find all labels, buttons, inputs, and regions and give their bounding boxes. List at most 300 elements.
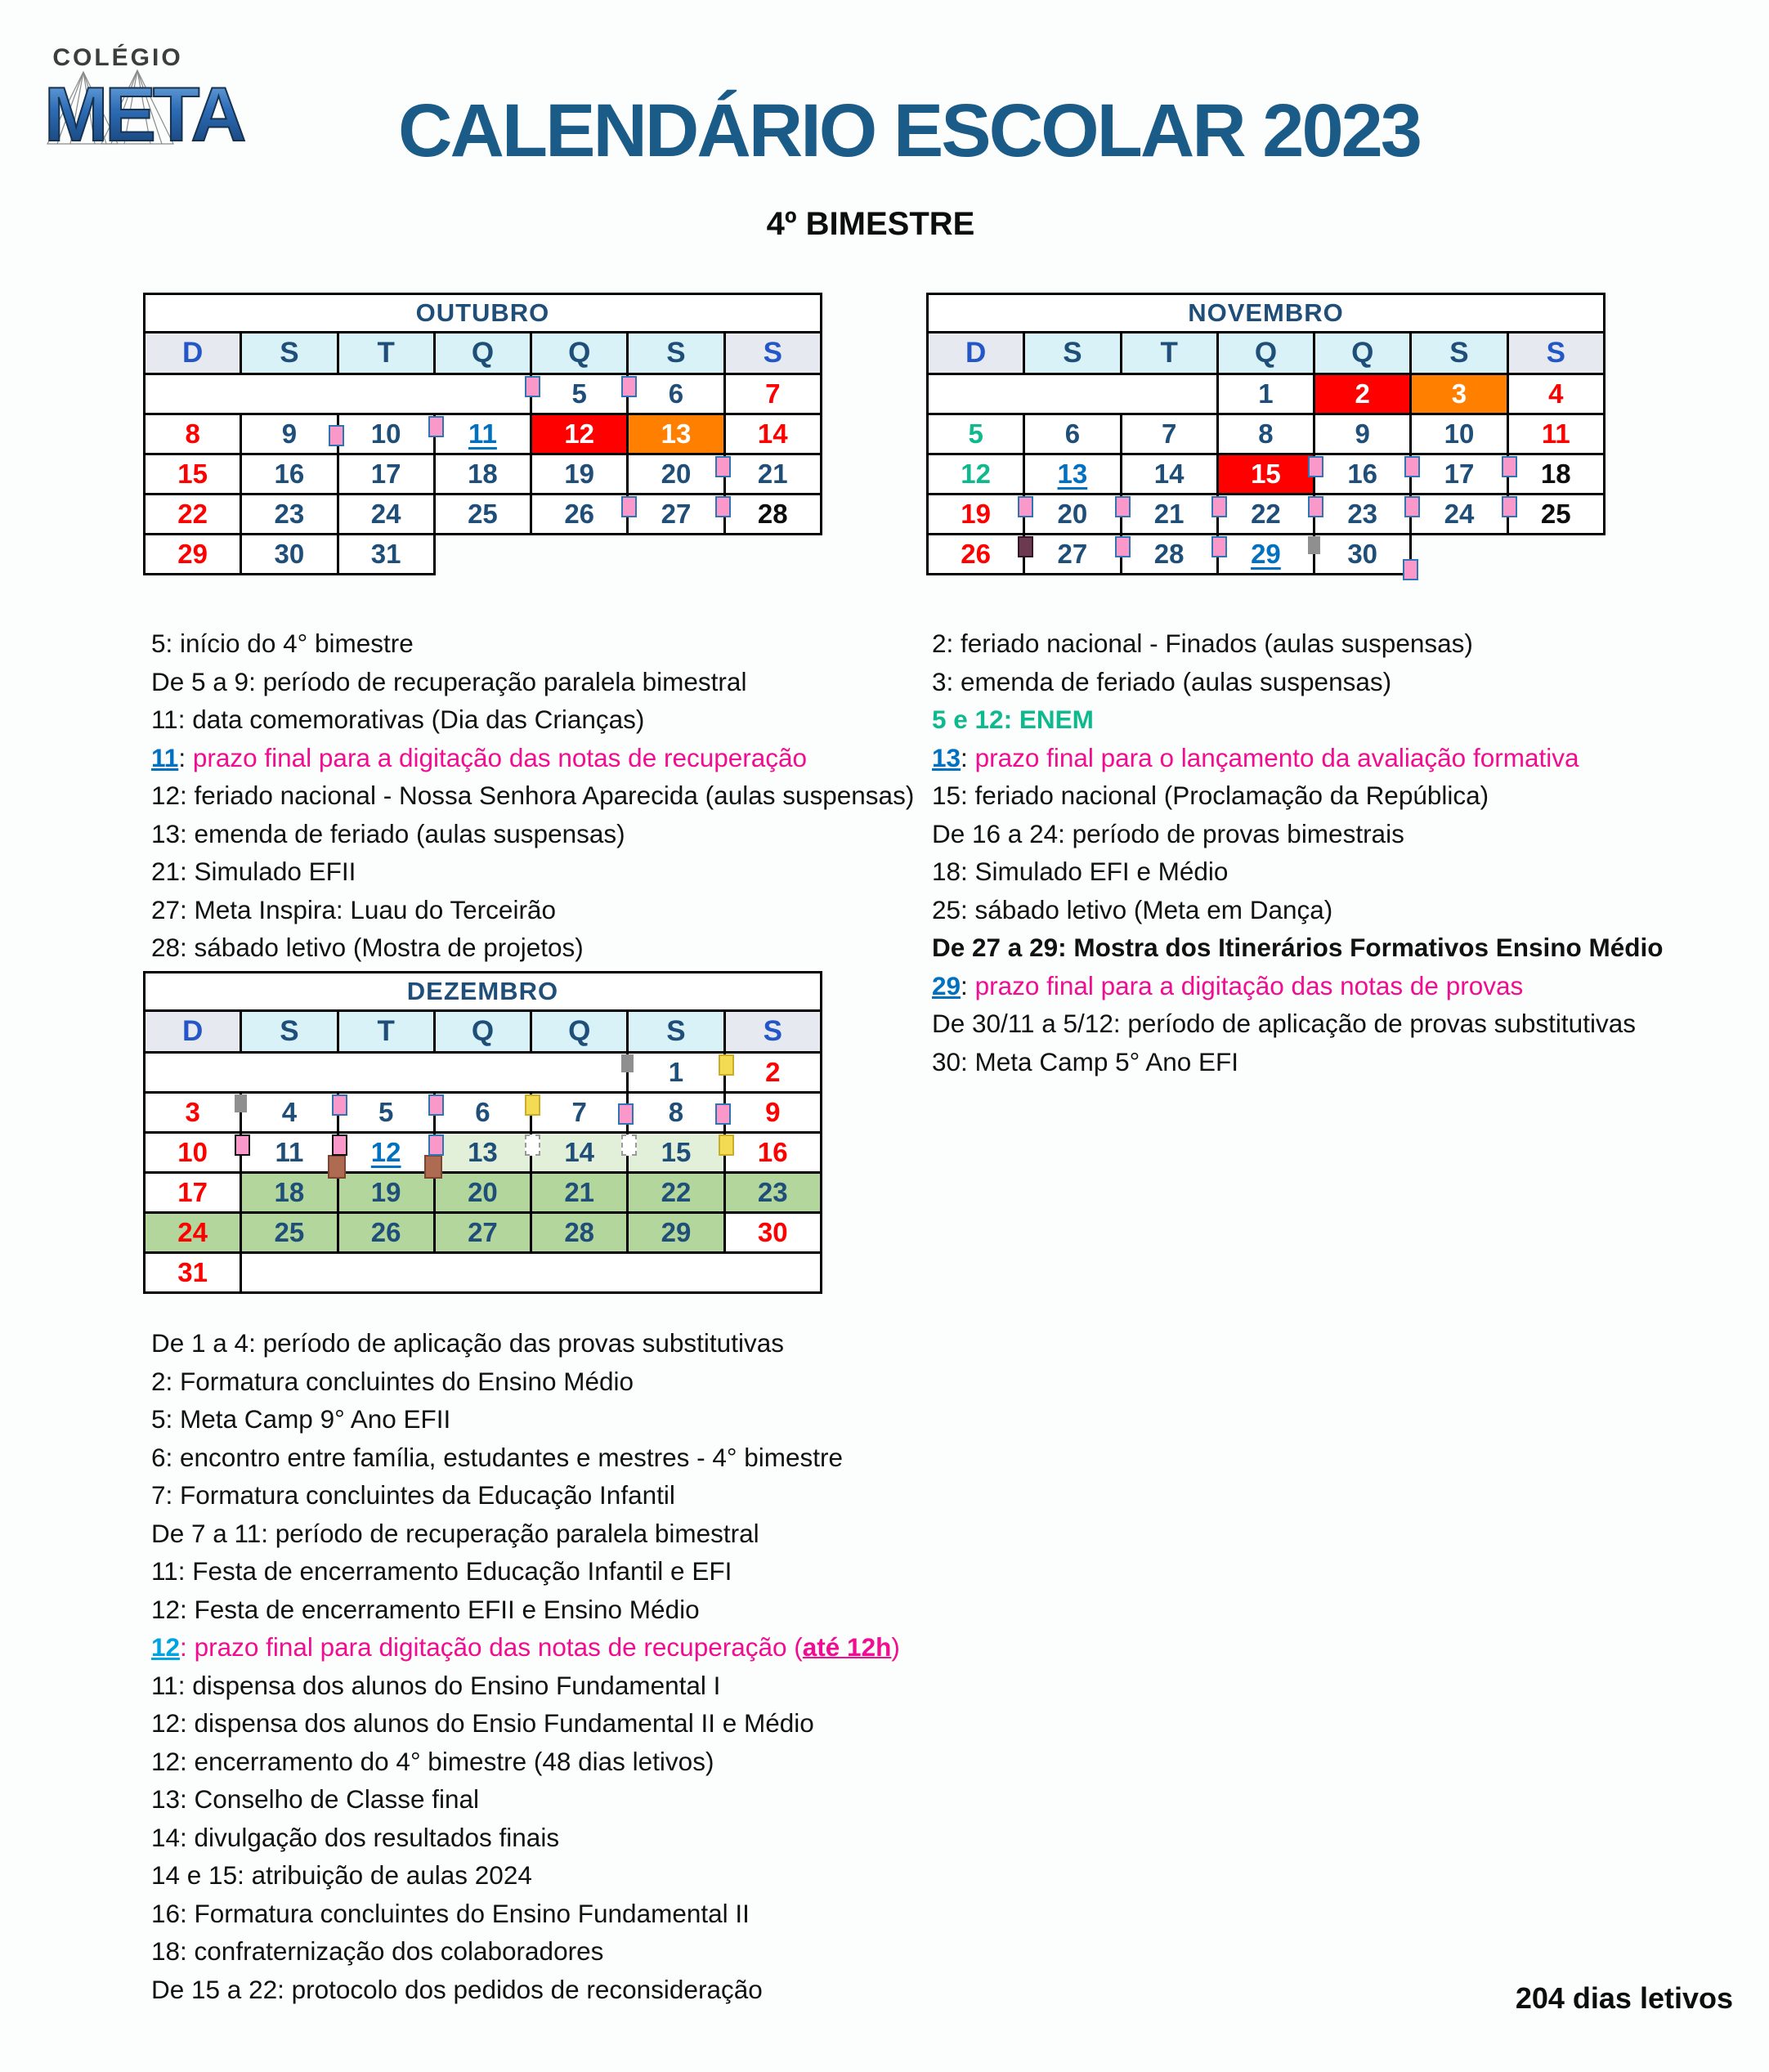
day-header-S: S (1507, 333, 1604, 374)
day-number: 2 (765, 1057, 781, 1087)
event-line (151, 1591, 900, 1629)
day-number: 14 (1153, 459, 1185, 489)
day-number: 5 (378, 1097, 394, 1127)
events-novembro (932, 624, 1663, 1081)
brown-note-marker-icon (328, 1155, 346, 1179)
day-number: 26 (370, 1217, 401, 1247)
day-number: 31 (177, 1257, 208, 1287)
day-header-T: T (1121, 333, 1217, 374)
event-text-segment: De 7 a 11: período de recuperação paralela bimestral (151, 1518, 759, 1548)
day-number: 26 (564, 499, 595, 529)
day-cell-dezembro-19 (338, 1173, 434, 1213)
day-number: 28 (757, 499, 788, 529)
day-number: 11 (275, 1137, 304, 1167)
day-number: 15 (1251, 459, 1281, 489)
day-cell-novembro-12 (928, 454, 1024, 495)
day-number: 30 (1347, 539, 1378, 569)
day-number: 25 (274, 1217, 305, 1247)
calendar-outubro (143, 293, 822, 575)
day-number: 7 (571, 1097, 587, 1127)
event-line (151, 624, 914, 663)
event-text-segment: 5 e 12: ENEM (932, 705, 1094, 734)
day-cell-dezembro-7 (531, 1093, 628, 1133)
day-cell-novembro-7 (1121, 414, 1217, 454)
month-table (143, 293, 822, 575)
day-number: 10 (177, 1137, 208, 1167)
day-cell-dezembro-23 (724, 1173, 821, 1213)
brown-note-marker-icon (424, 1155, 442, 1179)
day-number: 18 (274, 1177, 305, 1207)
day-cell-novembro-6 (1024, 414, 1121, 454)
day-number: 9 (765, 1097, 781, 1127)
event-text-segment: 30: Meta Camp 5° Ano EFI (932, 1046, 1239, 1076)
event-text-segment: 3: emenda de feriado (aulas suspensas) (932, 666, 1392, 696)
day-number: 9 (281, 418, 298, 449)
day-cell-outubro-21 (724, 454, 821, 495)
day-cell-novembro-26 (928, 535, 1024, 575)
pink-note-marker-icon (618, 1103, 634, 1125)
yellow-note-marker-icon (525, 1094, 540, 1116)
day-cell-novembro-16 (1314, 454, 1411, 495)
day-number: 12 (370, 1137, 401, 1167)
event-text-segment: 27: Meta Inspira: Luau do Terceirão (151, 894, 556, 924)
day-cell-outubro-27 (628, 495, 724, 535)
day-header-Q: Q (1217, 333, 1314, 374)
pink-note-marker-icon (1404, 496, 1420, 517)
day-cell-dezembro-29 (628, 1213, 724, 1253)
day-cell-novembro-11 (1507, 414, 1604, 454)
event-line (151, 1932, 900, 1971)
day-number: 1 (668, 1057, 684, 1087)
day-cell-dezembro-27 (434, 1213, 531, 1253)
day-number: 10 (370, 418, 401, 449)
day-number: 17 (177, 1177, 208, 1207)
day-number: 27 (468, 1217, 498, 1247)
day-header-T: T (338, 333, 434, 374)
event-text-segment: 15: feriado nacional (Proclamação da República) (932, 781, 1489, 810)
event-line (932, 1043, 1663, 1081)
event-line (151, 1704, 900, 1743)
day-cell-dezembro-4 (241, 1093, 338, 1133)
event-line (151, 1895, 900, 1933)
day-number: 15 (661, 1137, 692, 1167)
day-cell-dezembro-18 (241, 1173, 338, 1213)
day-cell-outubro-31 (338, 535, 434, 575)
day-number: 23 (1347, 499, 1378, 529)
empty-open-area (1411, 535, 1605, 575)
day-number: 16 (1347, 459, 1378, 489)
empty-merged-cell (241, 1253, 822, 1293)
logo-line2: META (44, 71, 244, 157)
day-number: 13 (468, 1137, 498, 1167)
pink-note-marker-icon (621, 376, 637, 397)
day-cell-dezembro-25 (241, 1213, 338, 1253)
day-number: 16 (757, 1137, 788, 1167)
event-text-segment: 14: divulgação dos resultados finais (151, 1822, 560, 1852)
day-cell-novembro-22 (1217, 495, 1314, 535)
event-text-segment: 12: Festa de encerramento EFII e Ensino Médio (151, 1594, 700, 1624)
pink-note-marker-icon (715, 496, 731, 517)
event-text-segment: ) (891, 1632, 900, 1662)
event-text-segment: De 5 a 9: período de recuperação paralela bimestral (151, 666, 747, 696)
event-text-segment: De 30/11 a 5/12: período de aplicação de provas substitutivas (932, 1009, 1636, 1038)
day-cell-dezembro-11 (241, 1133, 338, 1173)
month-title: OUTUBRO (145, 294, 822, 333)
day-number: 1 (1258, 378, 1274, 409)
day-number: 3 (1451, 378, 1467, 409)
day-number: 8 (1258, 418, 1274, 449)
day-cell-dezembro-14 (531, 1133, 628, 1173)
event-text-segment: 29 (932, 970, 961, 1000)
event-text-segment: 12: encerramento do 4° bimestre (48 dias letivos) (151, 1746, 714, 1776)
day-number: 8 (668, 1097, 684, 1127)
event-text-segment: prazo final para o lançamento da avaliação formativa (974, 742, 1579, 772)
day-cell-outubro-25 (434, 495, 531, 535)
event-line (932, 776, 1663, 815)
day-cell-dezembro-1 (628, 1053, 724, 1093)
event-line (151, 1971, 900, 2009)
pink-note-marker-icon (332, 1094, 347, 1116)
day-cell-outubro-18 (434, 454, 531, 495)
dash-note-marker-icon (525, 1134, 540, 1156)
pink-note-marker-icon (715, 456, 731, 477)
day-cell-novembro-23 (1314, 495, 1411, 535)
day-cell-novembro-1 (1217, 374, 1314, 414)
day-header-S: S (724, 333, 821, 374)
day-number: 19 (961, 499, 991, 529)
month-title: NOVEMBRO (928, 294, 1605, 333)
day-number: 7 (1161, 418, 1177, 449)
day-cell-novembro-18 (1507, 454, 1604, 495)
event-line (932, 853, 1663, 891)
pink-note-marker-icon (428, 416, 444, 437)
day-header-S: S (241, 333, 338, 374)
day-cell-outubro-29 (145, 535, 241, 575)
page-title: CALENDÁRIO ESCOLAR 2023 (398, 89, 1420, 172)
event-text-segment: 14 e 15: atribuição de aulas 2024 (151, 1860, 532, 1890)
day-number: 6 (1064, 418, 1081, 449)
day-cell-novembro-21 (1121, 495, 1217, 535)
pink-note-marker-icon (1502, 496, 1517, 517)
calendar-novembro (926, 293, 1606, 575)
event-text-segment: 11 (151, 742, 179, 772)
day-cell-dezembro-2 (724, 1053, 821, 1093)
day-cell-novembro-17 (1411, 454, 1507, 495)
day-cell-novembro-10 (1411, 414, 1507, 454)
day-header-S: S (241, 1011, 338, 1053)
day-number: 9 (1355, 418, 1370, 449)
day-header-S: S (628, 333, 724, 374)
event-line (151, 1439, 900, 1477)
event-text-segment: 11: dispensa dos alunos do Ensino Fundamental I (151, 1670, 721, 1700)
day-cell-dezembro-8 (628, 1093, 724, 1133)
day-cell-novembro-28 (1121, 535, 1217, 575)
page-subtitle: 4º BIMESTRE (766, 206, 975, 242)
day-header-Q: Q (1314, 333, 1411, 374)
event-line (151, 663, 914, 701)
empty-open-area (434, 535, 821, 575)
day-cell-outubro-22 (145, 495, 241, 535)
day-number: 23 (274, 499, 305, 529)
day-number: 18 (468, 459, 498, 489)
day-cell-dezembro-5 (338, 1093, 434, 1133)
day-number: 11 (468, 418, 497, 449)
event-line (932, 967, 1663, 1005)
day-number: 5 (968, 418, 983, 449)
day-cell-dezembro-3 (145, 1093, 241, 1133)
day-cell-novembro-8 (1217, 414, 1314, 454)
day-cell-novembro-4 (1507, 374, 1604, 414)
logo-line1: COLÉGIO (52, 44, 183, 71)
day-number: 19 (370, 1177, 401, 1207)
event-line (151, 1363, 900, 1401)
day-number: 4 (281, 1097, 298, 1127)
day-cell-dezembro-24 (145, 1213, 241, 1253)
day-cell-novembro-5 (928, 414, 1024, 454)
event-line (151, 891, 914, 929)
day-number: 11 (1541, 418, 1570, 449)
day-number: 29 (1251, 539, 1281, 569)
event-line (151, 1628, 900, 1667)
maroon-note-marker-icon (1018, 536, 1033, 557)
event-line (151, 1856, 900, 1895)
day-cell-dezembro-15 (628, 1133, 724, 1173)
day-number: 22 (661, 1177, 692, 1207)
event-line (932, 815, 1663, 853)
day-number: 24 (370, 499, 401, 529)
day-cell-novembro-14 (1121, 454, 1217, 495)
day-number: 30 (274, 539, 305, 569)
day-cell-dezembro-9 (724, 1093, 821, 1133)
day-cell-dezembro-12 (338, 1133, 434, 1173)
event-line (932, 739, 1663, 777)
event-line (151, 1667, 900, 1705)
event-text-segment: : (961, 742, 975, 772)
yellow-note-marker-icon (719, 1054, 734, 1076)
day-cell-outubro-30 (241, 535, 338, 575)
event-line (151, 1324, 900, 1363)
day-number: 17 (1444, 459, 1475, 489)
event-line (151, 853, 914, 891)
day-number: 28 (1153, 539, 1185, 569)
event-line (932, 663, 1663, 701)
event-line (151, 1743, 900, 1781)
day-header-D: D (928, 333, 1024, 374)
event-line (932, 624, 1663, 663)
day-cell-dezembro-31 (145, 1253, 241, 1293)
event-text-segment: 13: emenda de feriado (aulas suspensas) (151, 818, 625, 848)
pinkblack-note-marker-icon (235, 1134, 250, 1156)
event-text-segment: 11: Festa de encerramento Educação Infantil e EFI (151, 1556, 732, 1586)
day-cell-dezembro-20 (434, 1173, 531, 1213)
day-cell-novembro-25 (1507, 495, 1604, 535)
event-text-segment: 5: início do 4° bimestre (151, 629, 414, 658)
event-line (151, 1400, 900, 1439)
pink-note-marker-icon (1115, 536, 1131, 557)
day-number: 6 (668, 378, 684, 409)
day-header-D: D (145, 333, 241, 374)
day-number: 3 (185, 1097, 200, 1127)
day-cell-outubro-19 (531, 454, 628, 495)
yellow-note-marker-icon (719, 1134, 734, 1156)
day-cell-novembro-3 (1411, 374, 1507, 414)
day-cell-outubro-5 (531, 374, 628, 414)
day-cell-outubro-14 (724, 414, 821, 454)
day-cell-dezembro-26 (338, 1213, 434, 1253)
event-line (151, 1515, 900, 1553)
day-number: 12 (961, 459, 991, 489)
day-cell-dezembro-13 (434, 1133, 531, 1173)
event-text-segment: 6: encontro entre família, estudantes e mestres - 4° bimestre (151, 1442, 843, 1472)
event-text-segment: 7: Formatura concluintes da Educação Infantil (151, 1480, 675, 1510)
event-text-segment: 11: data comemorativas (Dia das Crianças) (151, 705, 645, 734)
event-text-segment: 12: feriado nacional - Nossa Senhora Aparecida (aulas suspensas) (151, 781, 915, 810)
event-text-segment: 25: sábado letivo (Meta em Dança) (932, 894, 1333, 924)
day-number: 20 (1057, 499, 1088, 529)
event-text-segment: prazo final para digitação das notas de recuperação ( (194, 1632, 803, 1662)
day-number: 20 (661, 459, 692, 489)
day-number: 18 (1540, 459, 1571, 489)
day-number: 16 (274, 459, 305, 489)
pink-note-marker-icon (428, 1134, 444, 1156)
event-text-segment: 18: Simulado EFI e Médio (932, 857, 1229, 886)
day-cell-outubro-7 (724, 374, 821, 414)
event-line (151, 1819, 900, 1857)
event-text-segment: : (178, 742, 193, 772)
day-cell-novembro-9 (1314, 414, 1411, 454)
event-line (151, 929, 914, 967)
event-text-segment: 2: feriado nacional - Finados (aulas suspensas) (932, 629, 1473, 658)
day-cell-dezembro-6 (434, 1093, 531, 1133)
gray-note-marker-icon (1308, 536, 1320, 554)
day-cell-outubro-20 (628, 454, 724, 495)
day-number: 17 (370, 459, 401, 489)
day-header-Q: Q (434, 1011, 531, 1053)
day-cell-outubro-28 (724, 495, 821, 535)
pink-note-marker-icon (621, 496, 637, 517)
event-text-segment: De 15 a 22: protocolo dos pedidos de reconsideração (151, 1974, 763, 2004)
day-cell-novembro-13 (1024, 454, 1121, 495)
day-header-S: S (1411, 333, 1507, 374)
event-line (151, 1476, 900, 1515)
day-number: 29 (661, 1217, 692, 1247)
event-text-segment: 13: Conselho de Classe final (151, 1784, 479, 1814)
event-line (151, 700, 914, 739)
month-table (143, 971, 822, 1294)
day-cell-outubro-15 (145, 454, 241, 495)
day-cell-outubro-9 (241, 414, 338, 454)
day-number: 22 (177, 499, 208, 529)
day-header-Q: Q (531, 1011, 628, 1053)
day-cell-outubro-12 (531, 414, 628, 454)
day-cell-dezembro-21 (531, 1173, 628, 1213)
day-number: 8 (185, 418, 200, 449)
event-text-segment: 18: confraternização dos colaboradores (151, 1936, 604, 1966)
gray-note-marker-icon (235, 1094, 247, 1112)
pink-note-marker-icon (1403, 559, 1418, 580)
day-number: 20 (468, 1177, 498, 1207)
events-dezembro (151, 1324, 900, 2008)
pink-note-marker-icon (1211, 496, 1227, 517)
month-table (926, 293, 1606, 575)
event-line (151, 1552, 900, 1591)
day-number: 5 (571, 378, 587, 409)
day-number: 29 (177, 539, 208, 569)
day-number: 25 (1540, 499, 1571, 529)
event-text-segment: 12 (151, 1632, 181, 1662)
month-title: DEZEMBRO (145, 973, 822, 1011)
day-number: 24 (177, 1217, 208, 1247)
day-cell-outubro-16 (241, 454, 338, 495)
event-line (151, 1780, 900, 1819)
pink-note-marker-icon (1115, 496, 1131, 517)
event-text-segment: até 12h (802, 1632, 892, 1662)
day-header-S: S (628, 1011, 724, 1053)
pink-note-marker-icon (1211, 536, 1227, 557)
day-cell-novembro-2 (1314, 374, 1411, 414)
day-cell-novembro-30 (1314, 535, 1411, 575)
day-cell-outubro-6 (628, 374, 724, 414)
colegio-meta-logo (43, 36, 263, 167)
day-cell-novembro-27 (1024, 535, 1121, 575)
day-cell-outubro-8 (145, 414, 241, 454)
event-text-segment: prazo final para a digitação das notas de provas (974, 970, 1524, 1000)
event-text-segment: 5: Meta Camp 9° Ano EFII (151, 1404, 451, 1434)
day-number: 13 (1057, 459, 1088, 489)
event-line (932, 891, 1663, 929)
day-cell-novembro-24 (1411, 495, 1507, 535)
day-number: 30 (757, 1217, 788, 1247)
day-cell-outubro-11 (434, 414, 531, 454)
pink-note-marker-icon (715, 1103, 731, 1125)
day-cell-outubro-24 (338, 495, 434, 535)
pink-note-marker-icon (1308, 496, 1323, 517)
day-number: 23 (757, 1177, 788, 1207)
event-text-segment: 12: dispensa dos alunos do Ensio Fundamental II e Médio (151, 1708, 814, 1738)
day-number: 24 (1444, 499, 1475, 529)
day-number: 10 (1444, 418, 1475, 449)
day-number: 22 (1251, 499, 1281, 529)
event-line (151, 776, 914, 815)
day-number: 14 (757, 418, 788, 449)
day-cell-dezembro-17 (145, 1173, 241, 1213)
pink-note-marker-icon (1502, 456, 1517, 477)
day-number: 15 (177, 459, 208, 489)
events-outubro (151, 624, 914, 967)
day-number: 27 (661, 499, 692, 529)
day-number: 21 (1153, 499, 1185, 529)
event-text-segment: De 16 a 24: período de provas bimestrais (932, 818, 1404, 848)
day-header-Q: Q (434, 333, 531, 374)
day-cell-novembro-15 (1217, 454, 1314, 495)
day-cell-outubro-13 (628, 414, 724, 454)
day-number: 21 (757, 459, 788, 489)
pinkblack-note-marker-icon (332, 1134, 347, 1156)
day-number: 6 (475, 1097, 490, 1127)
event-text-segment: 21: Simulado EFII (151, 857, 356, 886)
day-header-Q: Q (531, 333, 628, 374)
event-text-segment: De 1 a 4: período de aplicação das provas substitutivas (151, 1328, 784, 1358)
event-line (932, 700, 1663, 739)
event-text-segment: 2: Formatura concluintes do Ensino Médio (151, 1366, 634, 1396)
day-number: 4 (1548, 378, 1564, 409)
day-number: 14 (564, 1137, 595, 1167)
event-text-segment: : (961, 970, 975, 1000)
day-number: 13 (661, 418, 692, 449)
day-cell-dezembro-16 (724, 1133, 821, 1173)
day-header-T: T (338, 1011, 434, 1053)
day-cell-outubro-17 (338, 454, 434, 495)
